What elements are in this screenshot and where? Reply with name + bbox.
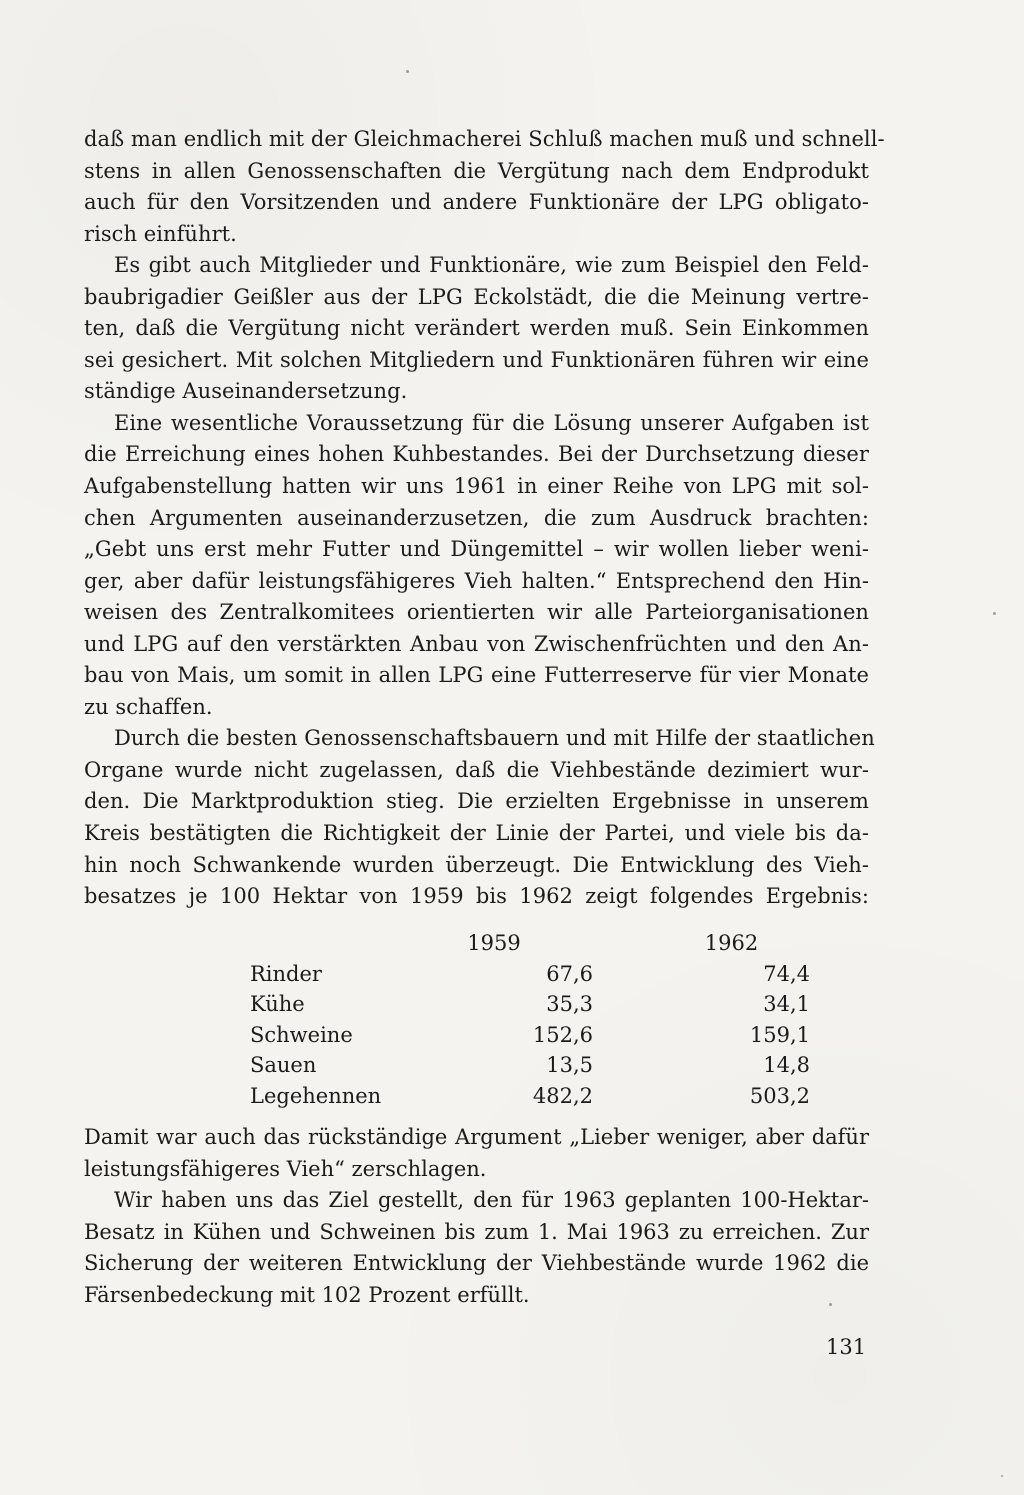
paragraph-2-line-2: baubrigadier Geißler aus der LPG Eckolstädt, die die Meinung vertre-	[84, 284, 869, 309]
page-number: 131	[826, 1335, 867, 1359]
paragraph-3	[84, 408, 869, 723]
paragraph-3-line-4: chen Argumenten auseinanderzusetzen, die zum Ausdruck brachten:	[84, 505, 869, 530]
table-row	[250, 1081, 810, 1112]
paragraph-6-line-3: Sicherung der weiteren Entwicklung der Viehbestände wurde 1962 die	[84, 1251, 869, 1276]
paragraph-6-line-2: Besatz in Kühen und Schweinen bis zum 1. Mai 1963 zu erreichen. Zur	[84, 1219, 869, 1244]
paragraph-6-line-1: Wir haben uns das Ziel gestellt, den für 1963 geplanten 100-Hektar-	[114, 1188, 869, 1213]
paragraph-1-line-3: auch für den Vorsitzenden und andere Funktionäre der LPG obligato-	[84, 190, 869, 215]
paragraph-1	[84, 124, 885, 250]
paragraph-4-line-1: Durch die besten Genossenschaftsbauern und mit Hilfe der staatlichen	[114, 726, 875, 751]
paragraph-2-line-5: ständige Auseinandersetzung.	[84, 379, 408, 404]
table-cell-kuehe-1959: 35,3	[546, 992, 593, 1017]
table-row-label-legehennen: Legehennen	[250, 1083, 382, 1108]
table-header-1959: 1959	[467, 931, 521, 955]
livestock-table	[250, 928, 810, 1112]
paragraph-1-line-4: risch einführt.	[84, 221, 237, 246]
table-cell-schweine-1962: 159,1	[749, 1022, 810, 1047]
table-row-label-sauen: Sauen	[250, 1053, 317, 1078]
paragraph-3-line-2: die Erreichung eines hohen Kuhbestandes. Bei der Durchsetzung dieser	[84, 442, 869, 467]
table-cell-kuehe-1962: 34,1	[763, 992, 810, 1017]
paragraph-4-line-3: den. Die Marktproduktion stieg. Die erzielten Ergebnisse in unserem	[84, 789, 869, 814]
paragraph-5-line-1: Damit war auch das rückständige Argument „Lieber weniger, aber dafür	[84, 1125, 869, 1149]
table-row-label-rinder: Rinder	[250, 961, 322, 986]
paragraph-2-line-1: Es gibt auch Mitglieder und Funktionäre, wie zum Beispiel den Feld-	[114, 253, 869, 278]
paragraph-3-line-3: Aufgabenstellung hatten wir uns 1961 in einer Reihe von LPG mit sol-	[84, 474, 869, 499]
paragraph-4-line-5: hin noch Schwankende wurden überzeugt. Die Entwicklung des Vieh-	[84, 852, 869, 877]
table-cell-schweine-1959: 152,6	[532, 1022, 593, 1047]
paragraph-3-line-6: ger, aber dafür leistungsfähigeres Vieh halten.“ Entsprechend den Hin-	[84, 568, 869, 593]
paragraph-2-line-3: ten, daß die Vergütung nicht verändert werden muß. Sein Einkommen	[84, 316, 869, 341]
table-cell-sauen-1962: 14,8	[763, 1053, 810, 1078]
paragraph-4-line-6: besatzes je 100 Hektar von 1959 bis 1962 zeigt folgendes Ergebnis:	[84, 884, 869, 909]
table-cell-rinder-1959: 67,6	[546, 961, 593, 986]
paragraph-4-line-4: Kreis bestätigten die Richtigkeit der Linie der Partei, und viele bis da-	[84, 821, 869, 846]
paragraph-2-line-4: sei gesichert. Mit solchen Mitgliedern und Funktionären führen wir eine	[84, 347, 869, 372]
paragraph-4	[84, 723, 875, 912]
paragraph-3-line-1: Eine wesentliche Voraussetzung für die Lösung unserer Aufgaben ist	[114, 410, 869, 435]
closing-text	[84, 1122, 869, 1311]
paragraph-6	[84, 1185, 869, 1311]
table-row	[250, 1050, 810, 1081]
table-cell-legehennen-1962: 503,2	[749, 1083, 810, 1108]
paragraph-3-line-9: bau von Mais, um somit in allen LPG eine Futterreserve für vier Monate	[84, 663, 869, 688]
paragraph-1-line-1: daß man endlich mit der Gleichmacherei Schluß machen muß und schnell-	[84, 127, 885, 151]
paragraph-2	[84, 250, 869, 408]
table-cell-sauen-1959: 13,5	[546, 1053, 593, 1078]
table-header-row	[250, 928, 810, 959]
scan-speck	[829, 1303, 832, 1306]
paragraph-5-line-2: leistungsfähigeres Vieh“ zerschlagen.	[84, 1156, 487, 1181]
scan-speck	[993, 612, 996, 615]
table-row-label-kuehe: Kühe	[250, 992, 305, 1017]
paragraph-3-line-8: und LPG auf den verstärkten Anbau von Zwischenfrüchten und den An-	[84, 631, 869, 656]
table-row-label-schweine: Schweine	[250, 1022, 353, 1047]
paragraph-5	[84, 1122, 869, 1185]
table-row	[250, 1020, 810, 1051]
paragraph-1-line-2: stens in allen Genossenschaften die Vergütung nach dem Endprodukt	[84, 158, 869, 183]
livestock-table-header	[250, 928, 810, 959]
paragraph-3-line-10: zu schaffen.	[84, 694, 213, 719]
paragraph-3-line-5: „Gebt uns erst mehr Futter und Düngemittel – wir wollen lieber weni-	[84, 537, 869, 562]
paragraph-3-line-7: weisen des Zentralkomitees orientierten wir alle Parteiorganisationen	[84, 600, 869, 625]
livestock-table-container	[250, 928, 810, 1112]
paragraph-4-line-2: Organe wurde nicht zugelassen, daß die Viehbestände dezimiert wur-	[84, 757, 869, 782]
table-row	[250, 989, 810, 1020]
scan-speck	[406, 70, 409, 73]
livestock-table-body	[250, 959, 810, 1112]
scan-speck	[1001, 1475, 1003, 1477]
main-text	[84, 124, 885, 913]
table-cell-rinder-1962: 74,4	[763, 961, 810, 986]
table-cell-legehennen-1959: 482,2	[532, 1083, 593, 1108]
table-header-1962: 1962	[704, 931, 759, 955]
table-header-empty	[250, 928, 435, 959]
table-row	[250, 959, 810, 990]
paragraph-6-line-4: Färsenbedeckung mit 102 Prozent erfüllt.	[84, 1282, 530, 1307]
